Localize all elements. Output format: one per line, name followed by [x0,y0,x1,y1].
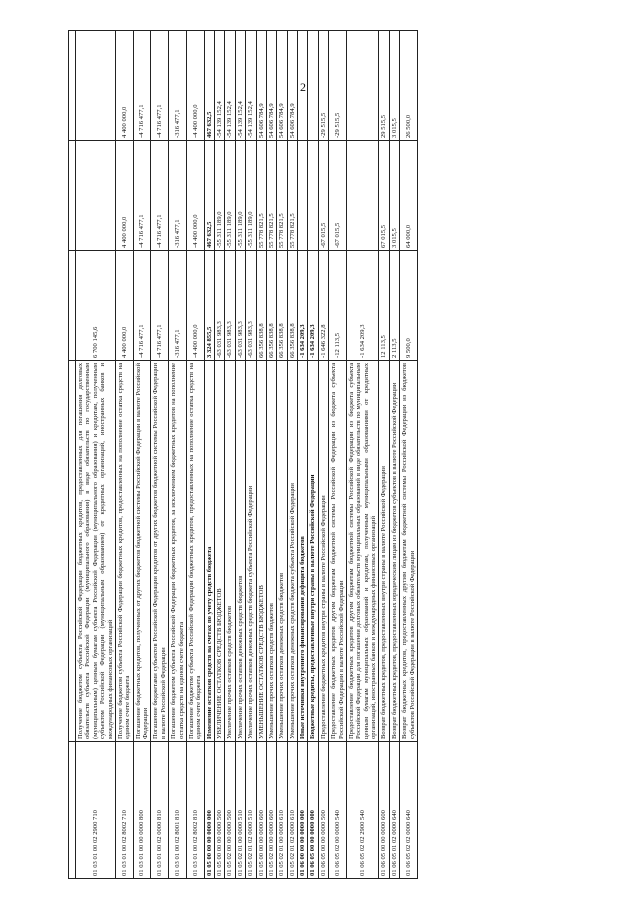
row-value-1: 66 356 838,8 [256,251,266,361]
row-value-3 [308,31,318,141]
row-name: Изменение остатков средств на счетах по учету средств бюджета [204,361,214,742]
table-row [287,31,297,879]
row-code: 01 05 00 00 00 0000 500 [215,742,225,879]
row-value-2: -67 015,5 [329,141,347,251]
row-value-1: -4 400 000,0 [186,251,204,361]
row-code: 01 05 00 00 00 0000 600 [256,742,266,879]
row-value-3: 4 400 000,0 [115,31,133,141]
row-value-3: 467 632,5 [204,31,214,141]
row-value-3: -4 716 477,1 [133,31,151,141]
row-value-1: -4 716 477,1 [151,251,169,361]
row-value-2 [69,141,76,251]
row-code: 01 06 05 00 00 0000 000 [308,742,318,879]
table-row [266,31,276,879]
row-name: УВЕЛИЧЕНИЕ ОСТАТКОВ СРЕДСТВ БЮДЖЕТОВ [215,361,225,742]
row-value-3: -54 139 152,4 [225,31,235,141]
row-value-2: -55 311 189,0 [235,141,245,251]
row-code: 01 03 01 00 02 0000 810 [151,742,169,879]
row-code: 01 05 00 00 00 0000 000 [204,742,214,879]
row-code: 01 03 01 00 02 8002 710 [115,742,133,879]
row-name: Получение бюджетом субъекта Российской Федерации бюджетных кредитов, предоставленных для погашения долговых обязательств субъекта Российской Федерации (муниципального образования) в виде обязательств по государственным (муниципальным) ценным бумагам субъекта Российской Федерации (муниципального образования) и кредитам, полученным субъектом Российской Федерации (муниципальным образованием) от кредитных организаций, иностранных банков и международных финансовых организаций [76,361,116,742]
row-value-1: 6 700 145,6 [76,251,116,361]
row-value-1: -63 031 983,3 [246,251,256,361]
row-value-2: -55 311 189,0 [215,141,225,251]
row-value-3: -54 139 152,4 [246,31,256,141]
row-value-2: -55 311 189,0 [225,141,235,251]
row-code: 01 05 02 00 00 0000 500 [225,742,235,879]
table-row [277,31,287,879]
row-value-1: -316 477,1 [169,251,187,361]
row-value-3: 54 606 784,9 [287,31,297,141]
row-name: Уменьшение прочих остатков денежных средств бюджетов [277,361,287,742]
table-row [329,31,347,879]
row-value-1: -1 634 209,3 [346,251,379,361]
row-value-3: -4 400 000,0 [186,31,204,141]
row-value-2: 64 000,0 [400,141,418,251]
row-name: УМЕНЬШЕНИЕ ОСТАТКОВ СРЕДСТВ БЮДЖЕТОВ [256,361,266,742]
row-code: 01 05 02 01 00 0000 610 [277,742,287,879]
row-code: 01 06 05 00 00 0000 500 [318,742,328,879]
row-name: Увеличение прочих остатков денежных средств бюджета субъекта Российской Федерации [246,361,256,742]
rotated-page [68,4,538,909]
table-row [204,31,214,879]
budget-sources-table [68,30,418,879]
row-value-1: 12 113,5 [379,251,389,361]
row-name: Погашение бюджетом субъекта Российской Федерации бюджетных кредитов, за исключением бюджетных кредитов на пополнение остатка средств на едином счете бюджета [169,361,187,742]
table-row [69,31,76,879]
table-row [225,31,235,879]
row-value-2: 55 778 821,5 [287,141,297,251]
row-value-1: -63 031 983,3 [215,251,225,361]
row-value-3: -54 139 152,4 [235,31,245,141]
table-row [186,31,204,879]
row-value-2 [346,141,379,251]
row-name: Уменьшение прочих остатков денежных средств бюджета субъекта Российской Федерации [287,361,297,742]
row-code: 01 05 02 01 00 0000 510 [235,742,245,879]
row-value-1: -4 716 477,1 [133,251,151,361]
table-row [298,31,308,879]
row-name: Предоставление бюджетных кредитов другим бюджетам бюджетной системы Российской Федерации из бюджета субъекта Российской Федерации для погашения долговых обязательств муниципальных образований в виде обязательств по муниципальным ценным бумагам муниципальных образований и кредитам, полученным муниципальными образованиями от кредитных организаций, иностранных банков и международных финансовых организаций [346,361,379,742]
row-name: Возврат бюджетных кредитов, предоставленных юридическим лицам из бюджетов субъектов в валюте Российской Федерации [389,361,399,742]
table-row [346,31,379,879]
row-value-3: -54 139 152,4 [215,31,225,141]
row-value-2: 67 015,5 [379,141,389,251]
row-name: Предоставление бюджетных кредитов другим бюджетам бюджетной системы Российской Федерации из бюджета субъекта Российской Федерации в валюте Российской Федерации [329,361,347,742]
table-row [256,31,266,879]
row-value-3: 3 015,5 [389,31,399,141]
row-value-3: 29 515,5 [379,31,389,141]
table-row [379,31,389,879]
row-value-3: 54 606 784,9 [266,31,276,141]
table-row [76,31,116,879]
row-value-1: 9 500,0 [400,251,418,361]
row-value-2 [76,141,116,251]
row-value-3 [346,31,379,141]
row-value-3: -4 716 477,1 [151,31,169,141]
row-value-3: -316 477,1 [169,31,187,141]
row-code: 01 03 01 00 02 2900 710 [76,742,116,879]
table-row [235,31,245,879]
table-row [318,31,328,879]
row-value-2: -67 015,5 [318,141,328,251]
row-value-1: -1 646 322,8 [318,251,328,361]
row-value-2: -4 400 000,0 [186,141,204,251]
row-code: 01 06 05 02 00 0000 540 [329,742,347,879]
row-value-3: 26 500,0 [400,31,418,141]
row-code: 01 06 05 00 00 0000 600 [379,742,389,879]
table-row [151,31,169,879]
row-value-3 [76,31,116,141]
table-row [115,31,133,879]
row-code: 01 06 05 01 02 0000 640 [389,742,399,879]
row-value-3 [298,31,308,141]
page-number: 2 [300,80,306,94]
row-code: 01 05 02 01 02 0000 510 [246,742,256,879]
row-value-1: -1 634 209,3 [308,251,318,361]
table-row [215,31,225,879]
row-value-2: 467 632,5 [204,141,214,251]
row-code: 01 06 05 02 02 0000 640 [400,742,418,879]
row-code: 01 06 00 00 00 0000 000 [298,742,308,879]
table-row [400,31,418,879]
row-value-2 [308,141,318,251]
row-value-2: -55 311 189,0 [246,141,256,251]
row-value-1: 4 400 000,0 [115,251,133,361]
row-value-2: 3 015,5 [389,141,399,251]
row-value-3: -29 515,5 [329,31,347,141]
row-code: 01 06 05 02 02 2900 540 [346,742,379,879]
row-name: Уменьшение прочих остатков средств бюджетов [266,361,276,742]
table-row [246,31,256,879]
table-row [308,31,318,879]
row-value-3: 54 606 784,9 [256,31,266,141]
row-value-2: 55 778 821,5 [277,141,287,251]
row-code: 01 03 01 00 02 8002 810 [186,742,204,879]
row-value-1: -1 634 209,3 [298,251,308,361]
row-value-2: 55 778 821,5 [256,141,266,251]
row-value-1: -12 113,5 [329,251,347,361]
table-body [69,31,418,879]
row-code: 01 03 01 00 00 0000 800 [133,742,151,879]
row-value-1: 66 356 838,8 [277,251,287,361]
row-code: 01 05 02 00 00 0000 600 [266,742,276,879]
row-value-1: -63 031 983,3 [235,251,245,361]
row-name: Погашение бюджетом субъекта Российской Федерации бюджетных кредитов, предоставленных на пополнение остатка средств на едином счете бюджета [186,361,204,742]
row-value-2: 55 778 821,5 [266,141,276,251]
row-value-2: -4 716 477,1 [133,141,151,251]
row-name: Увеличение прочих остатков средств бюджетов [225,361,235,742]
row-value-1: 66 356 838,8 [287,251,297,361]
row-value-1: 66 356 838,8 [266,251,276,361]
row-name: Погашение бюджетами субъектов Российской Федерации кредитов от других бюджетов бюджетной системы Российской Федерации в валюте Российской Федерации [151,361,169,742]
row-code [69,742,76,879]
row-value-1 [69,251,76,361]
row-value-1: -63 031 983,3 [225,251,235,361]
row-value-2 [298,141,308,251]
row-name: Получение бюджетом субъекта Российской Федерации бюджетных кредитов, предоставленных на пополнение остатка средств на едином счете бюджета [115,361,133,742]
row-name: Возврат бюджетных кредитов, предоставленных другим бюджетам бюджетной системы Российской Федерации из бюджетов субъектов Российской Федерации в валюте Российской Федерации [400,361,418,742]
row-name: Погашение бюджетных кредитов, полученных от других бюджетов бюджетной системы Российской Федерации в валюте Российской Федерации [133,361,151,742]
table-row [389,31,399,879]
row-name: Возврат бюджетных кредитов, предоставленных внутри страны в валюте Российской Федерации [379,361,389,742]
row-code: 01 03 01 00 02 8001 810 [169,742,187,879]
row-value-3: -29 515,5 [318,31,328,141]
row-value-2: -316 477,1 [169,141,187,251]
row-name: Предоставление бюджетных кредитов внутри страны в валюте Российской Федерации [318,361,328,742]
row-value-1: 2 113,5 [389,251,399,361]
row-name: Бюджетные кредиты, предоставленные внутри страны в валюте Российской Федерации [308,361,318,742]
row-value-3: 54 606 784,9 [277,31,287,141]
table-row [133,31,151,879]
row-name [69,361,76,742]
row-value-3 [69,31,76,141]
row-value-2: -4 716 477,1 [151,141,169,251]
row-name: Увеличение прочих остатков денежных средств бюджетов [235,361,245,742]
row-code: 01 05 02 01 02 0000 610 [287,742,297,879]
row-name: Иные источники внутреннего финансирования дефицита бюджетов [298,361,308,742]
row-value-1: 3 324 855,5 [204,251,214,361]
table-row [169,31,187,879]
row-value-2: 4 400 000,0 [115,141,133,251]
